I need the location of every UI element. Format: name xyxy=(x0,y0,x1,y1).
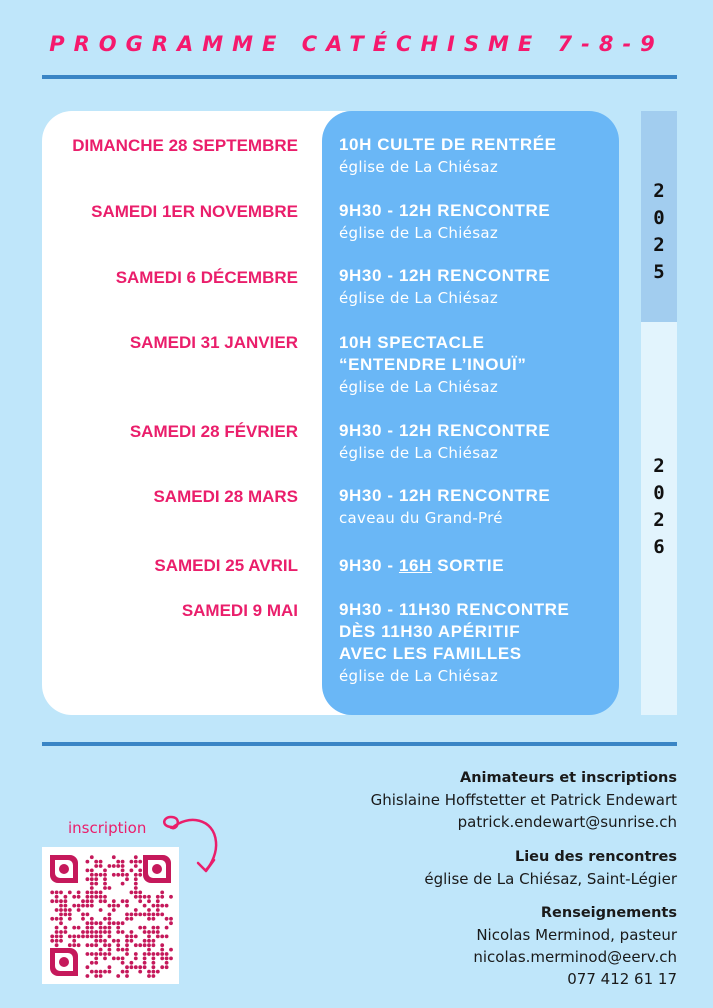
animators-names: Ghislaine Hoffstetter et Patrick Endewart xyxy=(370,791,677,809)
schedule-event xyxy=(339,200,550,244)
schedule-date: SAMEDI 31 JANVIER xyxy=(129,333,298,352)
info-phone[interactable]: 077 412 61 17 xyxy=(567,970,677,988)
event-place: église de La Chiésaz xyxy=(339,667,498,685)
venue-text: église de La Chiésaz, Saint-Légier xyxy=(424,870,677,888)
schedule-event xyxy=(339,555,504,577)
venue-heading: Lieu des rencontres xyxy=(514,849,677,865)
schedule-event xyxy=(339,599,570,687)
qr-code[interactable] xyxy=(42,847,179,984)
schedule-event xyxy=(339,420,550,464)
info-heading: Renseignements xyxy=(540,905,677,921)
bottom-divider xyxy=(42,742,677,746)
event-title-underlined: 16H xyxy=(398,556,432,575)
schedule-event xyxy=(339,332,526,398)
schedule-date: SAMEDI 28 MARS xyxy=(153,487,298,506)
venue-block xyxy=(424,846,677,890)
event-title xyxy=(339,555,504,577)
animators-block xyxy=(371,767,677,833)
schedule-date: DIMANCHE 28 SEPTEMBRE xyxy=(72,136,298,155)
schedule-date: SAMEDI 9 MAI xyxy=(181,601,298,620)
event-title-post: SORTIE xyxy=(431,556,505,575)
event-title: 9H30 - 11H30 RENCONTRE xyxy=(339,600,570,619)
qr-finder-bottom-left xyxy=(50,948,78,976)
event-place: église de La Chiésaz xyxy=(339,444,498,462)
animators-heading: Animateurs et inscriptions xyxy=(460,770,677,786)
event-title-line2: “ENTENDRE L’INOUÏ” xyxy=(339,355,527,374)
qr-finder-top-right xyxy=(143,855,171,883)
info-name: Nicolas Merminod, pasteur xyxy=(476,926,677,944)
schedule-event xyxy=(339,265,550,309)
schedule-date: SAMEDI 28 FÉVRIER xyxy=(129,422,298,441)
event-title-line3: AVEC LES FAMILLES xyxy=(339,644,522,663)
inscription-label: inscription xyxy=(68,819,147,837)
info-block xyxy=(473,902,677,990)
event-place: église de La Chiésaz xyxy=(339,378,498,396)
animators-email[interactable]: patrick.endewart@sunrise.ch xyxy=(457,813,677,831)
event-title: 10H SPECTACLE xyxy=(339,333,485,352)
event-title-pre: 9H30 - xyxy=(339,556,399,575)
event-place: église de La Chiésaz xyxy=(339,289,498,307)
year-label-2025: 2 0 2 5 xyxy=(653,180,665,283)
schedule-date: SAMEDI 1ER NOVEMBRE xyxy=(91,202,298,221)
event-title: 9H30 - 12H RENCONTRE xyxy=(339,421,551,440)
event-title-line2: DÈS 11H30 APÉRITIF xyxy=(339,622,521,641)
page-title: PROGRAMME CATÉCHISME 7-8-9 xyxy=(49,32,664,56)
event-title: 9H30 - 12H RENCONTRE xyxy=(339,266,551,285)
top-divider xyxy=(42,75,677,79)
info-email[interactable]: nicolas.merminod@eerv.ch xyxy=(473,948,677,966)
schedule-event xyxy=(339,134,557,178)
event-title: 10H CULTE DE RENTRÉE xyxy=(339,135,557,154)
event-title: 9H30 - 12H RENCONTRE xyxy=(339,201,551,220)
year-label-2026: 2 0 2 6 xyxy=(653,455,665,558)
qr-finder-top-left xyxy=(50,855,78,883)
event-place: église de La Chiésaz xyxy=(339,158,498,176)
schedule-date: SAMEDI 6 DÉCEMBRE xyxy=(115,268,298,287)
event-place: caveau du Grand-Pré xyxy=(339,509,503,527)
event-place: église de La Chiésaz xyxy=(339,224,498,242)
event-title: 9H30 - 12H RENCONTRE xyxy=(339,486,551,505)
schedule-date: SAMEDI 25 AVRIL xyxy=(154,556,298,575)
schedule-event xyxy=(339,485,550,529)
